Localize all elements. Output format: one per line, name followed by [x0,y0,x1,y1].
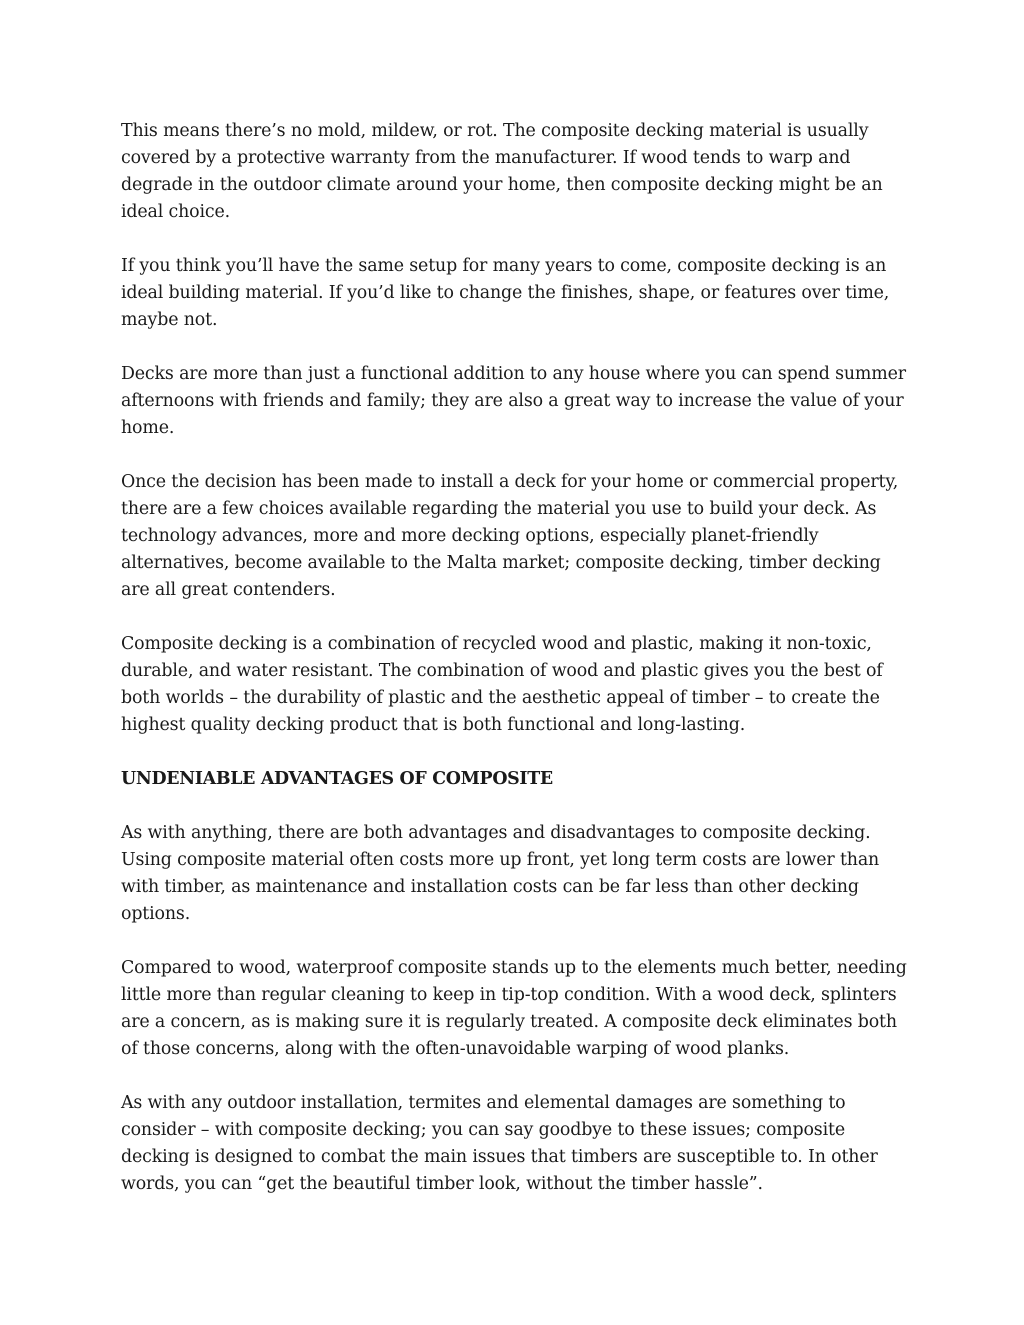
paragraph-termites: As with any outdoor installation, termites and elemental damages are something to consider – with composite decking; you can say goodbye to these issues; composite decking is designed to combat the main issues that timbers are susceptible to. In other words, you can “get the beautiful timber look, without the timber hassle”. [121,1093,878,1194]
paragraph-advantages-costs: As with anything, there are both advantages and disadvantages to composite decking. Using composite material often costs more up front, yet long term costs are lower than with timber, as maintenance and installation costs can be far less than other decking options. [121,823,880,924]
document-page [121,118,911,1225]
paragraph-decks-value: Decks are more than just a functional addition to any house where you can spend summer afternoons with friends and family; they are also a great way to increase the value of your home. [121,364,906,438]
paragraph-decision-material: Once the decision has been made to install a deck for your home or commercial property, there are a few choices available regarding the material you use to build your deck. As technology advances, more and more decking options, especially planet-friendly alternatives, become available to the Malta market; composite decking, timber decking are all great contenders. [121,472,899,600]
paragraph-mold-warranty: This means there’s no mold, mildew, or rot. The composite decking material is usually covered by a protective warranty from the manufacturer. If wood tends to warp and degrade in the outdoor climate around your home, then composite decking might be an ideal choice. [121,121,883,222]
paragraph-compared-to-wood: Compared to wood, waterproof composite stands up to the elements much better, needing little more than regular cleaning to keep in tip-top condition. With a wood deck, splinters are a concern, as is making sure it is regularly treated. A composite deck eliminates both of those concerns, along with the often-unavoidable warping of wood planks. [121,958,907,1059]
paragraph-same-setup: If you think you’ll have the same setup for many years to come, composite decking is an ideal building material. If you’d like to change the finishes, shape, or features over time, maybe not. [121,256,890,330]
section-heading: UNDENIABLE ADVANTAGES OF COMPOSITE [121,769,553,789]
paragraph-composite-definition: Composite decking is a combination of recycled wood and plastic, making it non-toxic, durable, and water resistant. The combination of wood and plastic gives you the best of both worlds – the durability of plastic and the aesthetic appeal of timber – to create the highest quality decking product that is both functional and long-lasting. [121,634,883,735]
